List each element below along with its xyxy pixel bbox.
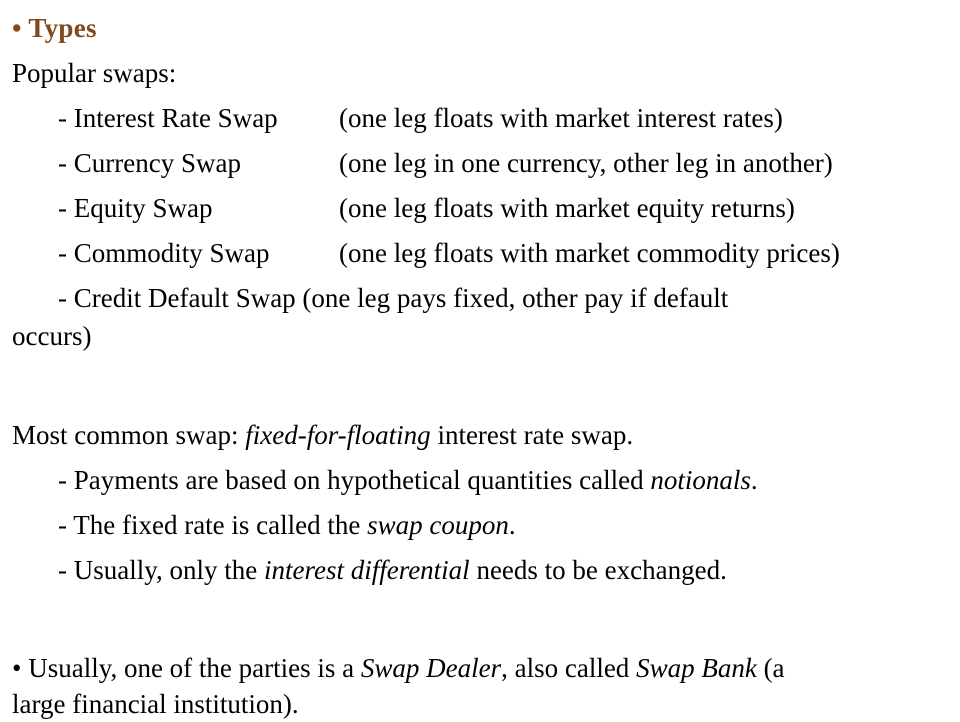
point-interest-differential	[58, 552, 727, 588]
common-prefix: Most common swap:	[12, 420, 246, 450]
swap-item-currency	[58, 145, 833, 181]
point-text: - Usually, only the	[58, 555, 264, 585]
swap-item-credit-default: - Credit Default Swap (one leg pays fixed, other pay if default	[58, 283, 729, 313]
swap-name: - Equity Swap	[58, 193, 213, 223]
point-emphasis: notionals	[650, 465, 751, 495]
swap-name: - Currency Swap	[58, 148, 241, 178]
point-notionals	[58, 462, 758, 498]
point-text: - Payments are based on hypothetical quantities called	[58, 465, 651, 495]
point-text-end: needs to be exchanged.	[469, 555, 727, 585]
popular-swaps-intro: Popular swaps:	[12, 58, 177, 88]
dealer-text-end: (a	[756, 653, 785, 683]
heading-bullet: •	[12, 13, 22, 43]
point-emphasis: interest differential	[263, 555, 470, 585]
swap-description: (one leg floats with market equity returns)	[339, 193, 795, 223]
swap-item-commodity	[58, 235, 840, 271]
swap-item-interest-rate	[58, 100, 783, 136]
section-heading	[12, 10, 97, 46]
dealer-emphasis-dealer: Swap Dealer	[360, 653, 502, 683]
point-emphasis: swap coupon	[367, 510, 509, 540]
swap-description: (one leg floats with market interest rates)	[339, 103, 783, 133]
common-suffix: interest rate swap.	[430, 420, 634, 450]
swap-description: (one leg in one currency, other leg in another)	[339, 148, 833, 178]
dealer-text: • Usually, one of the parties is a	[12, 653, 361, 683]
point-text-end: .	[508, 510, 516, 540]
swap-name: - Interest Rate Swap	[58, 103, 278, 133]
swap-item-equity	[58, 190, 795, 226]
point-swap-coupon	[58, 507, 516, 543]
swap-name: - Commodity Swap	[58, 238, 270, 268]
point-text: - The fixed rate is called the	[58, 510, 368, 540]
common-emphasis: fixed-for-floating	[245, 420, 431, 450]
dealer-emphasis-bank: Swap Bank	[636, 653, 757, 683]
swap-item-credit-default-continued: occurs)	[12, 321, 92, 351]
swap-dealer-bullet-continued: large financial institution).	[12, 689, 299, 719]
most-common-swap	[12, 417, 633, 453]
heading-title: Types	[28, 13, 97, 43]
swap-dealer-bullet	[12, 650, 785, 686]
dealer-text-mid: , also called	[501, 653, 637, 683]
swap-description: (one leg floats with market commodity prices)	[339, 238, 840, 268]
point-text-end: .	[750, 465, 758, 495]
